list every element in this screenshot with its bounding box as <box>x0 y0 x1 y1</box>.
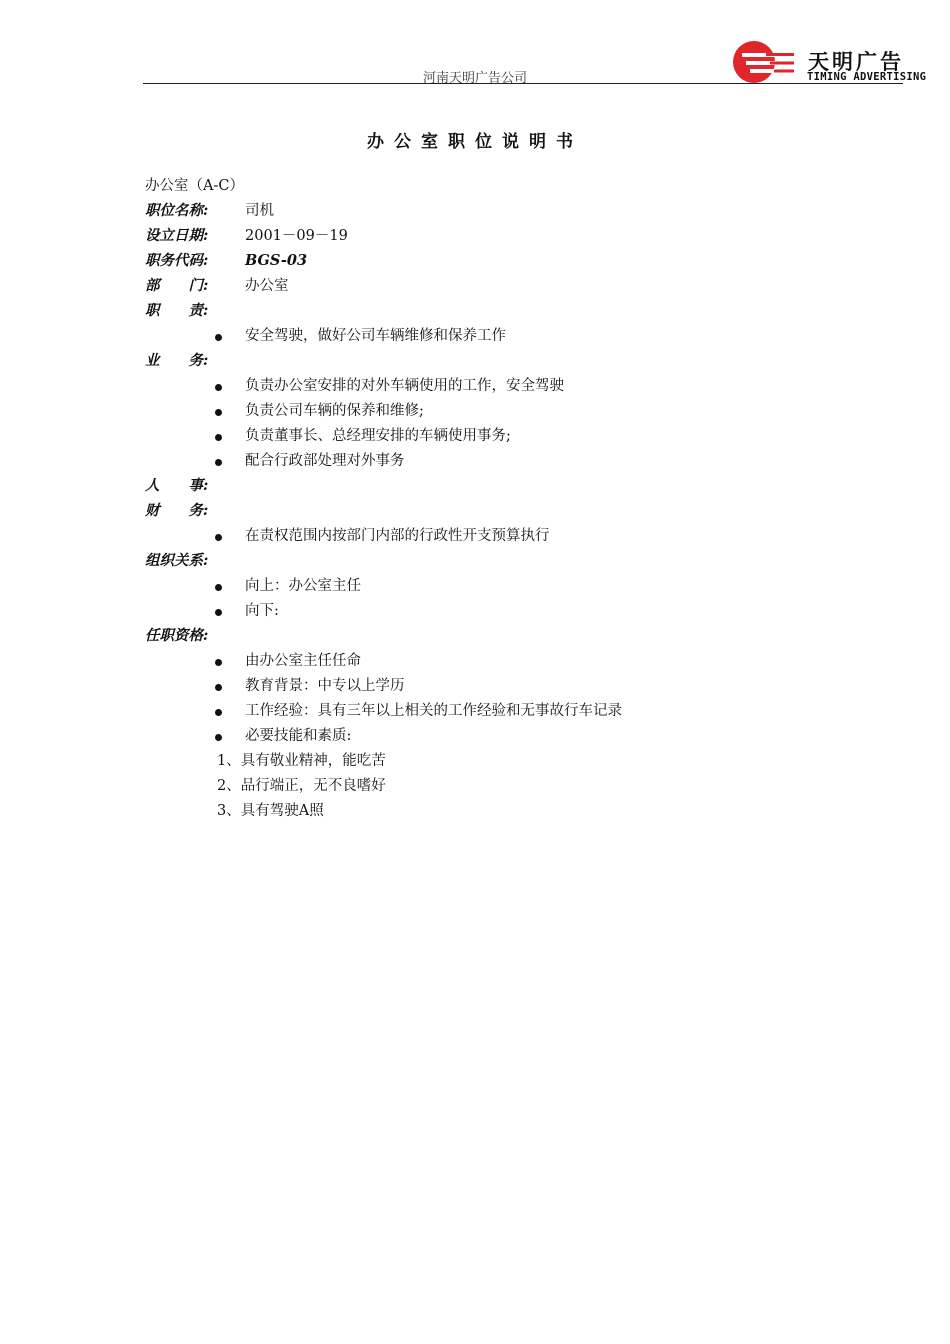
logo-english-text: TIMING ADVERTISING <box>807 71 927 83</box>
qualification-label: 任职资格: <box>145 627 209 644</box>
department-code: 办公室（A-C） <box>145 178 244 194</box>
department-label: 部 门: <box>145 277 209 294</box>
list-item: 安全驾驶，做好公司车辆维修和保养工作 <box>245 328 506 344</box>
company-logo <box>730 38 930 90</box>
position-value: 司机 <box>245 203 274 219</box>
list-item: 向下: <box>245 603 279 619</box>
list-item: 向上：办公室主任 <box>245 578 361 594</box>
skill-item: 2、品行端正，无不良嗜好 <box>217 778 386 794</box>
skill-item: 1、具有敬业精神，能吃苦 <box>217 753 386 769</box>
list-item: 由办公室主任任命 <box>245 653 361 669</box>
bullet-icon <box>215 709 222 716</box>
logo-emblem-icon <box>732 40 798 84</box>
finance-label: 财 务: <box>145 502 209 519</box>
bullet-icon <box>215 434 222 441</box>
bullet-icon <box>215 734 222 741</box>
header-company-name: 河南天明广告公司 <box>422 71 527 86</box>
bullet-icon <box>215 659 222 666</box>
bullet-icon <box>215 409 222 416</box>
bullet-icon <box>215 384 222 391</box>
personnel-label: 人 事: <box>145 477 209 494</box>
skill-item: 3、具有驾驶A照 <box>217 803 324 819</box>
bullet-icon <box>215 334 222 341</box>
list-item: 负责办公室安排的对外车辆使用的工作，安全驾驶 <box>245 378 564 394</box>
duty-label: 职 责: <box>145 302 209 319</box>
list-item: 在责权范围内按部门内部的行政性开支预算执行 <box>245 528 550 544</box>
business-label: 业 务: <box>145 352 209 369</box>
department-value: 办公室 <box>245 278 289 294</box>
list-item: 负责公司车辆的保养和维修; <box>245 403 424 419</box>
list-item: 教育背景：中专以上学历 <box>245 678 405 694</box>
document-title: 办公室职位说明书 <box>367 132 583 152</box>
list-item: 配合行政部处理对外事务 <box>245 453 405 469</box>
list-item: 必要技能和素质: <box>245 728 352 744</box>
bullet-icon <box>215 584 222 591</box>
date-label: 设立日期: <box>145 227 209 244</box>
list-item: 负责董事长、总经理安排的车辆使用事务; <box>245 428 511 444</box>
code-label: 职务代码: <box>145 252 209 269</box>
bullet-icon <box>215 459 222 466</box>
code-value: BGS-03 <box>245 252 308 269</box>
bullet-icon <box>215 609 222 616</box>
date-value: 2001－09－19 <box>245 228 348 244</box>
org-relation-label: 组织关系: <box>145 552 209 569</box>
position-label: 职位名称: <box>145 202 209 219</box>
bullet-icon <box>215 684 222 691</box>
logo-chinese-text: 天明广告 <box>808 50 904 74</box>
list-item: 工作经验：具有三年以上相关的工作经验和无事故行车记录 <box>245 703 622 719</box>
bullet-icon <box>215 534 222 541</box>
